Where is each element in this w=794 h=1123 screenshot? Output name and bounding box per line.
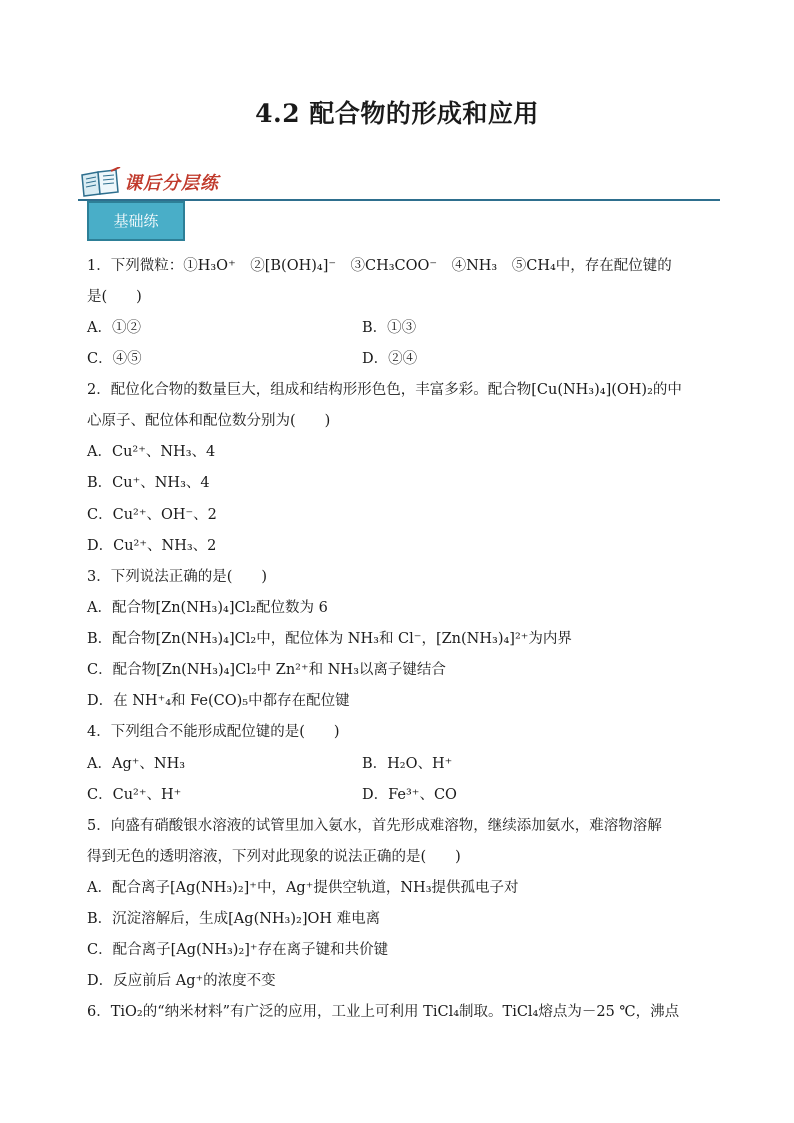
- q1-option-c: C．④⑤: [87, 351, 142, 367]
- q1-option-a: A．①②: [87, 320, 141, 336]
- section-tab-basic[interactable]: 基础练: [87, 201, 185, 241]
- q6-stem: 6．TiO₂的“纳米材料”有广泛的应用，工业上可利用 TiCl₄制取。TiCl₄熔点为－25 ℃，沸点: [87, 1004, 680, 1020]
- q2-stem-cont: 心原子、配位体和配位数分别为( ): [87, 413, 331, 429]
- q1-stem: 1．下列微粒：①H₃O⁺ ②[B(OH)₄]⁻ ③CH₃COO⁻ ④NH₃ ⑤CH₄中，存在配位键的: [87, 258, 672, 274]
- q2-option-d: D．Cu²⁺、NH₃、2: [87, 538, 217, 554]
- book-icon: [78, 167, 122, 199]
- q2-option-c: C．Cu²⁺、OH⁻、2: [87, 507, 217, 523]
- q5-stem: 5．向盛有硝酸银水溶液的试管里加入氨水，首先形成难溶物，继续添加氨水，难溶物溶解: [87, 818, 662, 834]
- section-banner: [78, 163, 720, 203]
- q5-stem-cont: 得到无色的透明溶液，下列对此现象的说法正确的是( ): [87, 849, 461, 865]
- q2-option-b: B．Cu⁺、NH₃、4: [87, 475, 210, 491]
- q4-stem: 4．下列组合不能形成配位键的是( ): [87, 724, 340, 740]
- q3-option-c: C．配合物[Zn(NH₃)₄]Cl₂中 Zn²⁺和 NH₃以离子键结合: [87, 662, 446, 678]
- banner-label: 课后分层练: [124, 173, 219, 194]
- q4-option-a: A．Ag⁺、NH₃: [87, 756, 186, 772]
- q2-stem: 2．配位化合物的数量巨大，组成和结构形形色色，丰富多彩。配合物[Cu(NH₃)₄](OH)₂的中: [87, 382, 682, 398]
- q5-option-d: D．反应前后 Ag⁺的浓度不变: [87, 973, 276, 989]
- q5-option-b: B．沉淀溶解后，生成[Ag(NH₃)₂]OH 难电离: [87, 911, 381, 927]
- q3-stem: 3．下列说法正确的是( ): [87, 569, 268, 585]
- q3-option-b: B．配合物[Zn(NH₃)₄]Cl₂中，配位体为 NH₃和 Cl⁻，[Zn(NH₃)₄]²⁺为内界: [87, 631, 572, 647]
- q1-option-d: D．②④: [362, 351, 418, 367]
- q4-option-c: C．Cu²⁺、H⁺: [87, 787, 182, 803]
- q4-option-b: B．H₂O、H⁺: [362, 756, 453, 772]
- page-title: 4.2 配合物的形成和应用: [255, 99, 539, 128]
- q5-option-a: A．配合离子[Ag(NH₃)₂]⁺中，Ag⁺提供空轨道，NH₃提供孤电子对: [87, 880, 519, 896]
- q3-option-a: A．配合物[Zn(NH₃)₄]Cl₂配位数为 6: [87, 600, 328, 616]
- q1-stem-cont: 是( ): [87, 289, 142, 305]
- q4-option-d: D．Fe³⁺、CO: [362, 787, 457, 803]
- q1-option-b: B．①③: [362, 320, 417, 336]
- q2-option-a: A．Cu²⁺、NH₃、4: [87, 444, 216, 460]
- q3-option-d: D．在 NH⁺₄和 Fe(CO)₅中都存在配位键: [87, 693, 350, 709]
- q5-option-c: C．配合离子[Ag(NH₃)₂]⁺存在离子键和共价键: [87, 942, 389, 958]
